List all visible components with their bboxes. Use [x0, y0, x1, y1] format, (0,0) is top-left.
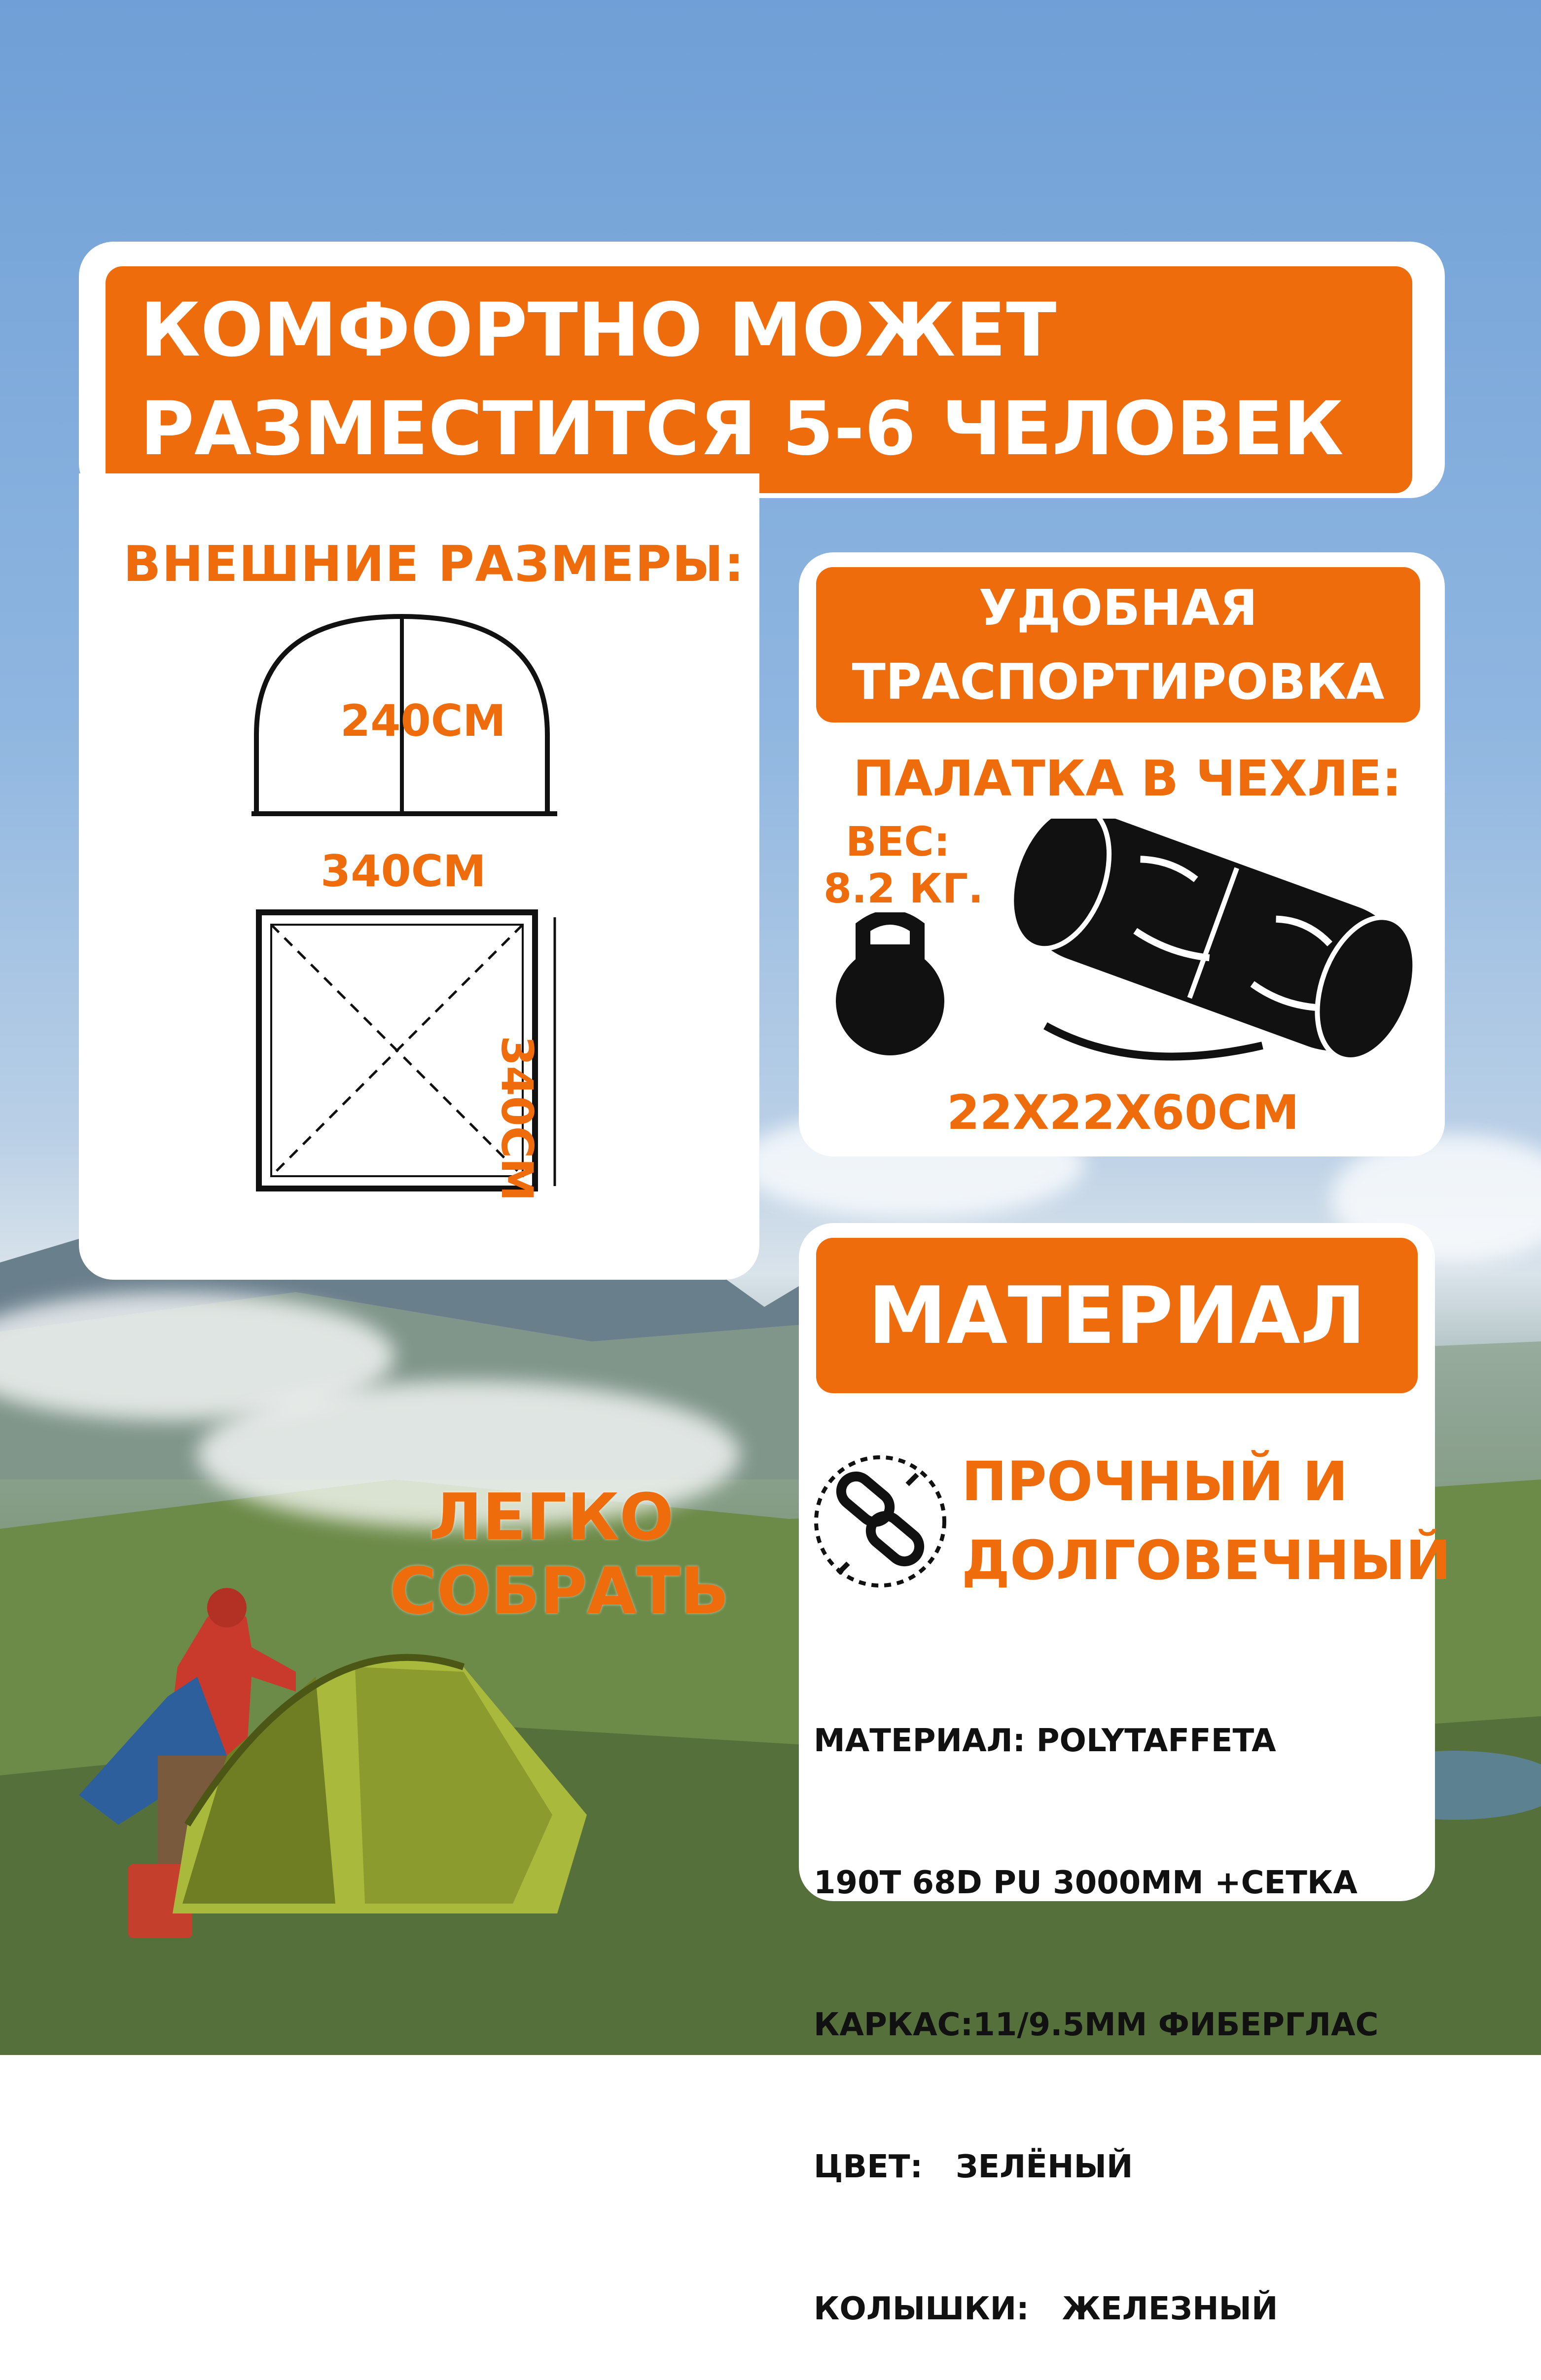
weight-line-1: ВЕС: — [846, 819, 950, 865]
depth-label: 340CM — [492, 1036, 542, 1201]
feature-line-2: ДОЛГОВЕЧНЫЙ — [962, 1529, 1451, 1592]
dimensions-title: ВНЕШНИЕ РАЗМЕРЫ: — [123, 535, 745, 593]
width-label: 340CM — [321, 846, 486, 897]
material-banner — [816, 1238, 1418, 1393]
promo-line-2: СОБРАТЬ — [390, 1553, 729, 1628]
feature-line-1: ПРОЧНЫЙ И — [962, 1450, 1348, 1513]
material-title: МАТЕРИАЛ — [868, 1269, 1366, 1362]
header-line-2: РАЗМЕСТИТСЯ 5-6 ЧЕЛОВЕК — [140, 386, 1344, 472]
header-banner — [106, 266, 1412, 493]
spec-line: МАТЕРИАЛ: POLYTAFFETA — [814, 1723, 1276, 1759]
spec-line: ЦВЕТ: ЗЕЛЁНЫЙ — [814, 2149, 1133, 2185]
header-line-1: КОМФОРТНО МОЖЕТ — [140, 288, 1057, 373]
bag-size: 22X22X60CM — [947, 1085, 1299, 1140]
spec-line: КАРКАС:11/9.5MM ФИБЕРГЛАС — [814, 2007, 1379, 2043]
material-specs — [814, 1623, 1379, 2380]
weight-line-2: 8.2 КГ. — [824, 865, 984, 912]
promo-line-1: ЛЕГКО — [429, 1479, 674, 1554]
spec-line: КОЛЫШКИ: ЖЕЛЕЗНЫЙ — [814, 2291, 1278, 2327]
spec-line: 190T 68D PU 3000MM +СЕТКА — [814, 1865, 1358, 1901]
transport-subtitle: ПАЛАТКА В ЧЕХЛЕ: — [853, 750, 1402, 807]
chain-link-icon — [809, 1450, 952, 1593]
height-label: 240CM — [340, 695, 506, 746]
tent-bag-icon — [986, 819, 1430, 1075]
kettlebell-icon — [828, 912, 952, 1060]
transport-banner — [816, 567, 1420, 722]
transport-title-line-1: УДОБНАЯ — [978, 578, 1258, 637]
transport-title-line-2: ТРАСПОРТИРОВКА — [852, 652, 1385, 711]
